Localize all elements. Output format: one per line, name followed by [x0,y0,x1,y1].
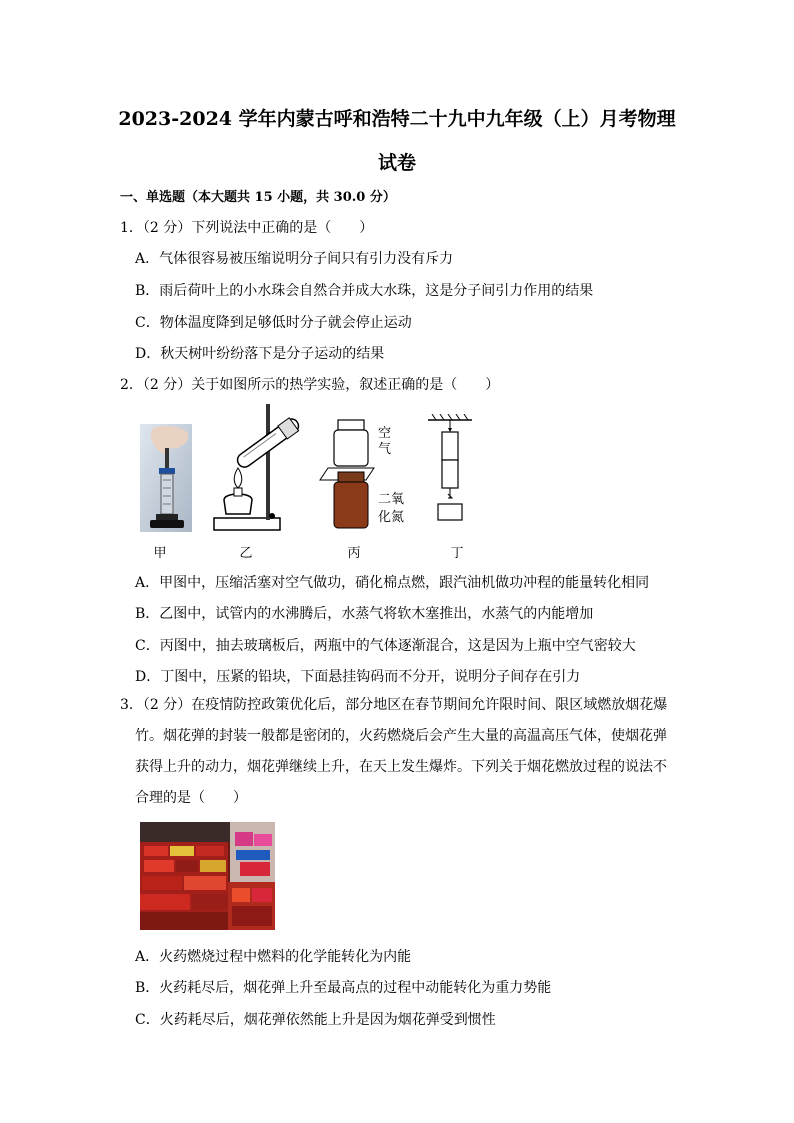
question-3-option-b: B．火药耗尽后，烟花弹上升至最高点的过程中动能转化为重力势能 [135,980,552,996]
figure-jia-photo [140,424,192,532]
label-nitrogen-dioxide [378,491,404,527]
label-air-char-2: 气 [378,442,392,457]
question-3-stem [120,690,690,814]
question-3-stem-line-1: 3．（2 分）在疫情防控政策优化后，部分地区在春节期间允许限时间、限区域燃放烟花爆 [120,697,668,713]
question-2-option-a: A．甲图中，压缩活塞对空气做功，硝化棉点燃，跟汽油机做功冲程的能量转化相同 [135,575,650,591]
question-3-stem-line-3: 获得上升的动力，烟花弹继续上升，在天上发生爆炸。下列关于烟花燃放过程的说法不 [135,759,667,775]
question-3-option-c: C．火药耗尽后，烟花弹依然能上升是因为烟花弹受到惯性 [135,1012,496,1028]
section-heading: 一、单选题（本大题共 15 小题，共 30.0 分） [120,190,396,205]
caption-yi: 乙 [239,546,253,561]
fireworks-shop-photo [140,822,275,930]
question-1-option-b: B．雨后荷叶上的小水珠会自然合并成大水珠，这是分子间引力作用的结果 [135,283,594,299]
syringe-image [140,424,192,532]
question-2-option-c: C．丙图中，抽去玻璃板后，两瓶中的气体逐渐混合，这是因为上瓶中空气密较大 [135,638,636,654]
question-3-option-a: A．火药燃烧过程中燃料的化学能转化为内能 [135,949,412,965]
page-title-continued: 试卷 [377,152,416,174]
question-1-option-d: D．秋天树叶纷纷落下是分子运动的结果 [135,346,385,362]
label-no2-line-2: 化氮 [378,510,405,525]
caption-ding: 丁 [450,546,464,561]
gas-bottles-image [318,412,376,532]
question-1-option-c: C．物体温度降到足够低时分子就会停止运动 [135,315,412,331]
caption-bing: 丙 [347,546,361,561]
question-2-stem: 2．（2 分）关于如图所示的热学实验，叙述正确的是（ ） [120,377,500,393]
question-3-stem-line-4: 合理的是（ ） [135,790,247,806]
lead-blocks-image [424,414,476,526]
page-title: 2023-2024 学年内蒙古呼和浩特二十九中九年级（上）月考物理 [118,108,676,130]
label-air [378,426,391,458]
fireworks-shelves-image [140,822,275,930]
question-1-stem: 1．（2 分）下列说法中正确的是（ ） [120,220,374,236]
label-air-char-1: 空 [378,426,392,441]
question-2-option-d: D．丁图中，压紧的铅块，下面悬挂钩码而不分开，说明分子间存在引力 [135,669,581,685]
question-3-stem-line-2: 竹。烟花弹的封装一般都是密闭的，火药燃烧后会产生大量的高温高压气体，使烟花弹 [135,728,667,744]
caption-jia: 甲 [153,546,167,561]
figure-yi-diagram [210,404,320,534]
figure-bing-diagram [318,412,376,532]
label-no2-line-1: 二氧 [378,492,405,507]
test-tube-stand-image [210,404,320,534]
figure-ding-diagram [424,414,476,526]
question-1-option-a: A．气体很容易被压缩说明分子间只有引力没有斥力 [135,251,454,267]
question-2-option-b: B．乙图中，试管内的水沸腾后，水蒸气将软木塞推出，水蒸气的内能增加 [135,606,594,622]
